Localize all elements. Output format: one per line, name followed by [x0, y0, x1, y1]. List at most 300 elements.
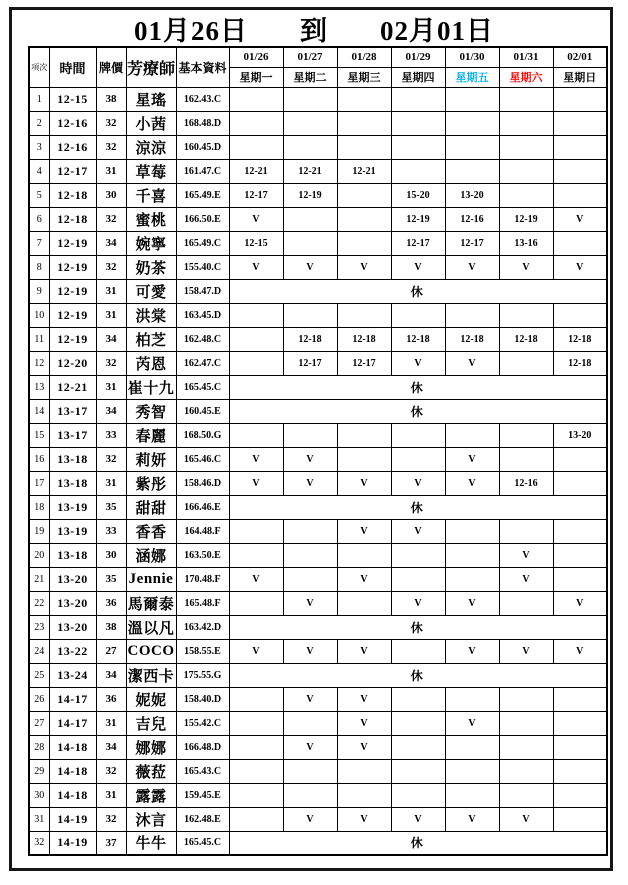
cell-day-schedule [391, 639, 445, 663]
cell-time: 13-22 [49, 639, 96, 663]
header-date: 02/01 [553, 47, 607, 67]
cell-day-schedule [229, 423, 283, 447]
header-therapist-label: 芳療師 [126, 47, 176, 87]
cell-day-schedule: 12-17 [391, 231, 445, 255]
cell-day-schedule: 13-16 [499, 231, 553, 255]
cell-day-schedule: V [337, 255, 391, 279]
cell-day-schedule: 15-20 [391, 183, 445, 207]
cell-day-schedule [229, 87, 283, 111]
cell-index: 21 [29, 567, 49, 591]
cell-basic-info: 163.45.D [176, 303, 229, 327]
cell-day-schedule [337, 87, 391, 111]
cell-basic-info: 162.48.E [176, 807, 229, 831]
cell-time: 13-17 [49, 399, 96, 423]
cell-time: 14-18 [49, 759, 96, 783]
cell-therapist-name: 婉寧 [126, 231, 176, 255]
table-row [29, 615, 607, 639]
cell-day-schedule [283, 519, 337, 543]
page-title [0, 9, 628, 48]
cell-price: 34 [96, 231, 126, 255]
cell-day-schedule [283, 207, 337, 231]
cell-therapist-name: 秀智 [126, 399, 176, 423]
cell-index: 8 [29, 255, 49, 279]
table-row [29, 303, 607, 327]
cell-day-schedule [553, 447, 607, 471]
table-row [29, 663, 607, 687]
cell-day-schedule: V [229, 255, 283, 279]
cell-day-schedule [391, 735, 445, 759]
cell-price: 31 [96, 783, 126, 807]
cell-index: 27 [29, 711, 49, 735]
cell-time: 12-19 [49, 327, 96, 351]
cell-day-schedule: 12-18 [283, 327, 337, 351]
cell-index: 19 [29, 519, 49, 543]
cell-day-schedule [229, 783, 283, 807]
cell-day-schedule [229, 711, 283, 735]
cell-day-schedule: V [391, 519, 445, 543]
cell-index: 29 [29, 759, 49, 783]
cell-day-schedule [445, 135, 499, 159]
cell-time: 13-18 [49, 543, 96, 567]
cell-day-schedule: V [337, 567, 391, 591]
cell-day-schedule: 12-19 [283, 183, 337, 207]
cell-day-schedule [337, 783, 391, 807]
cell-day-schedule: V [337, 687, 391, 711]
cell-day-schedule [391, 159, 445, 183]
cell-day-schedule: 12-21 [283, 159, 337, 183]
cell-day-schedule [229, 759, 283, 783]
cell-day-schedule [553, 735, 607, 759]
cell-day-schedule: V [499, 543, 553, 567]
cell-day-schedule: 12-18 [445, 327, 499, 351]
cell-day-schedule [553, 543, 607, 567]
cell-index: 10 [29, 303, 49, 327]
cell-time: 13-18 [49, 471, 96, 495]
cell-day-schedule: V [283, 807, 337, 831]
cell-time: 14-17 [49, 687, 96, 711]
cell-day-schedule: 12-17 [445, 231, 499, 255]
cell-price: 37 [96, 831, 126, 855]
cell-price: 32 [96, 447, 126, 471]
cell-day-schedule: V [445, 471, 499, 495]
cell-day-schedule [553, 687, 607, 711]
cell-day-schedule [553, 783, 607, 807]
cell-day-schedule [553, 183, 607, 207]
cell-day-schedule [499, 783, 553, 807]
cell-time: 12-19 [49, 231, 96, 255]
cell-index: 4 [29, 159, 49, 183]
cell-day-schedule [499, 159, 553, 183]
header-weekday: 星期日 [553, 67, 607, 87]
cell-day-schedule [283, 87, 337, 111]
cell-day-schedule: V [283, 735, 337, 759]
header-date: 01/27 [283, 47, 337, 67]
cell-price: 34 [96, 663, 126, 687]
cell-time: 13-19 [49, 519, 96, 543]
cell-time: 12-17 [49, 159, 96, 183]
header-info-label: 基本資料 [176, 47, 229, 87]
cell-day-schedule [499, 87, 553, 111]
table-row [29, 711, 607, 735]
cell-day-schedule [499, 447, 553, 471]
cell-day-schedule: V [337, 519, 391, 543]
cell-day-schedule [499, 423, 553, 447]
cell-day-schedule: 12-18 [337, 327, 391, 351]
cell-day-schedule [337, 423, 391, 447]
table-row [29, 87, 607, 111]
cell-day-schedule: V [229, 639, 283, 663]
cell-day-schedule [445, 783, 499, 807]
header-index-label: 項次 [29, 47, 49, 87]
cell-time: 14-18 [49, 783, 96, 807]
cell-time: 13-18 [49, 447, 96, 471]
title-to-date: 02月01日 [380, 16, 494, 46]
cell-day-schedule [499, 759, 553, 783]
cell-basic-info: 155.42.C [176, 711, 229, 735]
cell-day-schedule [499, 111, 553, 135]
cell-day-schedule [229, 807, 283, 831]
cell-day-schedule: 12-19 [391, 207, 445, 231]
cell-day-schedule [553, 759, 607, 783]
cell-day-schedule [283, 711, 337, 735]
cell-index: 25 [29, 663, 49, 687]
cell-price: 32 [96, 807, 126, 831]
cell-day-schedule: 12-18 [553, 351, 607, 375]
cell-day-schedule: V [445, 807, 499, 831]
cell-day-schedule [229, 135, 283, 159]
cell-index: 1 [29, 87, 49, 111]
cell-basic-info: 162.43.C [176, 87, 229, 111]
cell-day-schedule [391, 759, 445, 783]
table-row [29, 327, 607, 351]
cell-day-schedule: 12-16 [499, 471, 553, 495]
cell-price: 30 [96, 543, 126, 567]
cell-day-schedule [229, 543, 283, 567]
cell-day-schedule: V [337, 711, 391, 735]
cell-therapist-name: 莉妍 [126, 447, 176, 471]
cell-day-schedule [445, 87, 499, 111]
cell-day-schedule [283, 423, 337, 447]
cell-basic-info: 164.48.F [176, 519, 229, 543]
cell-day-schedule: V [229, 207, 283, 231]
cell-therapist-name: 洪棠 [126, 303, 176, 327]
cell-price: 32 [96, 759, 126, 783]
cell-index: 23 [29, 615, 49, 639]
cell-rest-day: 休 [229, 279, 607, 303]
table-row [29, 447, 607, 471]
cell-day-schedule [229, 351, 283, 375]
cell-time: 12-21 [49, 375, 96, 399]
cell-day-schedule: 12-17 [283, 351, 337, 375]
cell-day-schedule: 12-16 [445, 207, 499, 231]
cell-index: 18 [29, 495, 49, 519]
header-date: 01/29 [391, 47, 445, 67]
cell-therapist-name: 甜甜 [126, 495, 176, 519]
table-row [29, 351, 607, 375]
cell-price: 34 [96, 399, 126, 423]
cell-day-schedule [391, 423, 445, 447]
table-row [29, 735, 607, 759]
cell-day-schedule [391, 303, 445, 327]
cell-day-schedule [445, 519, 499, 543]
header-date: 01/26 [229, 47, 283, 67]
table-row [29, 591, 607, 615]
cell-therapist-name: 千喜 [126, 183, 176, 207]
cell-day-schedule [553, 111, 607, 135]
cell-price: 34 [96, 735, 126, 759]
cell-day-schedule [391, 543, 445, 567]
cell-day-schedule [553, 303, 607, 327]
cell-index: 22 [29, 591, 49, 615]
cell-basic-info: 165.43.C [176, 759, 229, 783]
cell-price: 31 [96, 303, 126, 327]
cell-day-schedule [229, 111, 283, 135]
cell-therapist-name: 紫彤 [126, 471, 176, 495]
cell-basic-info: 165.45.C [176, 375, 229, 399]
cell-day-schedule: 12-19 [499, 207, 553, 231]
cell-day-schedule [553, 807, 607, 831]
cell-basic-info: 158.55.E [176, 639, 229, 663]
cell-therapist-name: 涼涼 [126, 135, 176, 159]
cell-therapist-name: 溫以凡 [126, 615, 176, 639]
cell-time: 13-20 [49, 591, 96, 615]
cell-day-schedule [499, 183, 553, 207]
cell-price: 35 [96, 495, 126, 519]
cell-basic-info: 162.48.C [176, 327, 229, 351]
cell-price: 36 [96, 591, 126, 615]
cell-therapist-name: 草莓 [126, 159, 176, 183]
cell-price: 31 [96, 279, 126, 303]
cell-day-schedule [229, 519, 283, 543]
cell-basic-info: 165.45.C [176, 831, 229, 855]
cell-day-schedule: V [337, 735, 391, 759]
table-row [29, 183, 607, 207]
cell-day-schedule: V [445, 255, 499, 279]
table-header [29, 47, 607, 87]
cell-day-schedule: V [229, 471, 283, 495]
cell-day-schedule [391, 711, 445, 735]
cell-day-schedule: 13-20 [445, 183, 499, 207]
header-row-dates [29, 47, 607, 67]
cell-day-schedule [283, 135, 337, 159]
cell-therapist-name: COCO [126, 639, 176, 663]
cell-day-schedule [337, 591, 391, 615]
cell-day-schedule [283, 543, 337, 567]
cell-therapist-name: 牛牛 [126, 831, 176, 855]
cell-price: 31 [96, 711, 126, 735]
cell-day-schedule [445, 303, 499, 327]
cell-day-schedule [337, 111, 391, 135]
cell-rest-day: 休 [229, 399, 607, 423]
cell-index: 3 [29, 135, 49, 159]
cell-day-schedule: 12-18 [499, 327, 553, 351]
cell-day-schedule: V [499, 639, 553, 663]
table-row [29, 255, 607, 279]
cell-basic-info: 158.40.D [176, 687, 229, 711]
cell-day-schedule [283, 759, 337, 783]
cell-basic-info: 168.48.D [176, 111, 229, 135]
header-weekday: 星期五 [445, 67, 499, 87]
table-row [29, 207, 607, 231]
cell-day-schedule [499, 711, 553, 735]
cell-index: 7 [29, 231, 49, 255]
cell-day-schedule: 12-18 [391, 327, 445, 351]
cell-therapist-name: 潔西卡 [126, 663, 176, 687]
cell-time: 14-19 [49, 831, 96, 855]
cell-index: 2 [29, 111, 49, 135]
cell-day-schedule: V [283, 255, 337, 279]
header-date: 01/28 [337, 47, 391, 67]
title-from-date: 01月26日 [134, 16, 248, 46]
cell-day-schedule [391, 111, 445, 135]
table-row [29, 279, 607, 303]
cell-therapist-name: 娜娜 [126, 735, 176, 759]
cell-day-schedule: V [391, 255, 445, 279]
header-time-label: 時間 [49, 47, 96, 87]
cell-price: 33 [96, 423, 126, 447]
cell-therapist-name: 妮妮 [126, 687, 176, 711]
cell-rest-day: 休 [229, 831, 607, 855]
cell-price: 32 [96, 111, 126, 135]
cell-therapist-name: 可愛 [126, 279, 176, 303]
cell-time: 12-18 [49, 207, 96, 231]
table-row [29, 135, 607, 159]
cell-day-schedule [499, 687, 553, 711]
cell-basic-info: 165.48.F [176, 591, 229, 615]
cell-basic-info: 158.47.D [176, 279, 229, 303]
cell-day-schedule: V [391, 351, 445, 375]
cell-day-schedule [499, 135, 553, 159]
cell-price: 31 [96, 159, 126, 183]
table-row [29, 639, 607, 663]
cell-price: 38 [96, 615, 126, 639]
cell-basic-info: 163.50.E [176, 543, 229, 567]
cell-day-schedule [499, 351, 553, 375]
cell-day-schedule [553, 135, 607, 159]
cell-therapist-name: 涵娜 [126, 543, 176, 567]
cell-day-schedule [391, 567, 445, 591]
cell-day-schedule [553, 567, 607, 591]
cell-day-schedule: V [391, 471, 445, 495]
cell-day-schedule [283, 231, 337, 255]
cell-index: 13 [29, 375, 49, 399]
cell-index: 17 [29, 471, 49, 495]
cell-therapist-name: 奶茶 [126, 255, 176, 279]
cell-day-schedule: V [337, 471, 391, 495]
cell-basic-info: 161.47.C [176, 159, 229, 183]
table-row [29, 399, 607, 423]
cell-day-schedule: V [229, 447, 283, 471]
cell-basic-info: 168.50.G [176, 423, 229, 447]
cell-price: 31 [96, 471, 126, 495]
cell-day-schedule [445, 423, 499, 447]
cell-day-schedule [445, 759, 499, 783]
cell-time: 13-20 [49, 567, 96, 591]
cell-day-schedule [499, 303, 553, 327]
cell-therapist-name: 崔十九 [126, 375, 176, 399]
cell-day-schedule [391, 687, 445, 711]
cell-day-schedule [283, 111, 337, 135]
cell-day-schedule [445, 567, 499, 591]
cell-price: 27 [96, 639, 126, 663]
cell-price: 32 [96, 207, 126, 231]
cell-day-schedule: V [499, 807, 553, 831]
cell-index: 15 [29, 423, 49, 447]
cell-rest-day: 休 [229, 375, 607, 399]
cell-day-schedule: 12-21 [229, 159, 283, 183]
cell-time: 14-19 [49, 807, 96, 831]
cell-rest-day: 休 [229, 615, 607, 639]
cell-therapist-name: 春麗 [126, 423, 176, 447]
cell-time: 12-16 [49, 111, 96, 135]
cell-basic-info: 166.48.D [176, 735, 229, 759]
cell-day-schedule: V [337, 807, 391, 831]
cell-index: 9 [29, 279, 49, 303]
cell-day-schedule: V [445, 639, 499, 663]
cell-therapist-name: 蜜桃 [126, 207, 176, 231]
cell-time: 12-18 [49, 183, 96, 207]
cell-day-schedule [337, 759, 391, 783]
table-row [29, 759, 607, 783]
table-row [29, 231, 607, 255]
cell-day-schedule: 13-20 [553, 423, 607, 447]
cell-day-schedule [229, 735, 283, 759]
cell-day-schedule [337, 207, 391, 231]
table-row [29, 159, 607, 183]
cell-price: 33 [96, 519, 126, 543]
cell-index: 5 [29, 183, 49, 207]
cell-index: 24 [29, 639, 49, 663]
header-date: 01/31 [499, 47, 553, 67]
cell-time: 12-15 [49, 87, 96, 111]
cell-basic-info: 170.48.F [176, 567, 229, 591]
cell-day-schedule [445, 543, 499, 567]
title-to-label: 到 [300, 16, 328, 46]
cell-therapist-name: 露露 [126, 783, 176, 807]
cell-therapist-name: 香香 [126, 519, 176, 543]
cell-time: 13-24 [49, 663, 96, 687]
cell-day-schedule [229, 591, 283, 615]
cell-day-schedule [445, 159, 499, 183]
cell-day-schedule [391, 447, 445, 471]
cell-index: 20 [29, 543, 49, 567]
cell-therapist-name: 芮恩 [126, 351, 176, 375]
cell-day-schedule [337, 135, 391, 159]
cell-index: 30 [29, 783, 49, 807]
header-weekday: 星期三 [337, 67, 391, 87]
cell-basic-info: 155.40.C [176, 255, 229, 279]
cell-day-schedule: V [499, 567, 553, 591]
cell-day-schedule [229, 303, 283, 327]
table-row [29, 687, 607, 711]
cell-time: 12-19 [49, 255, 96, 279]
cell-basic-info: 166.50.E [176, 207, 229, 231]
table-row [29, 423, 607, 447]
cell-day-schedule: V [553, 591, 607, 615]
table-row [29, 111, 607, 135]
table-row [29, 495, 607, 519]
cell-day-schedule: 12-18 [553, 327, 607, 351]
cell-day-schedule [337, 303, 391, 327]
cell-day-schedule [283, 567, 337, 591]
cell-index: 14 [29, 399, 49, 423]
header-weekday: 星期二 [283, 67, 337, 87]
table-row [29, 543, 607, 567]
cell-day-schedule [499, 591, 553, 615]
cell-day-schedule: V [445, 711, 499, 735]
cell-basic-info: 160.45.D [176, 135, 229, 159]
cell-basic-info: 158.46.D [176, 471, 229, 495]
